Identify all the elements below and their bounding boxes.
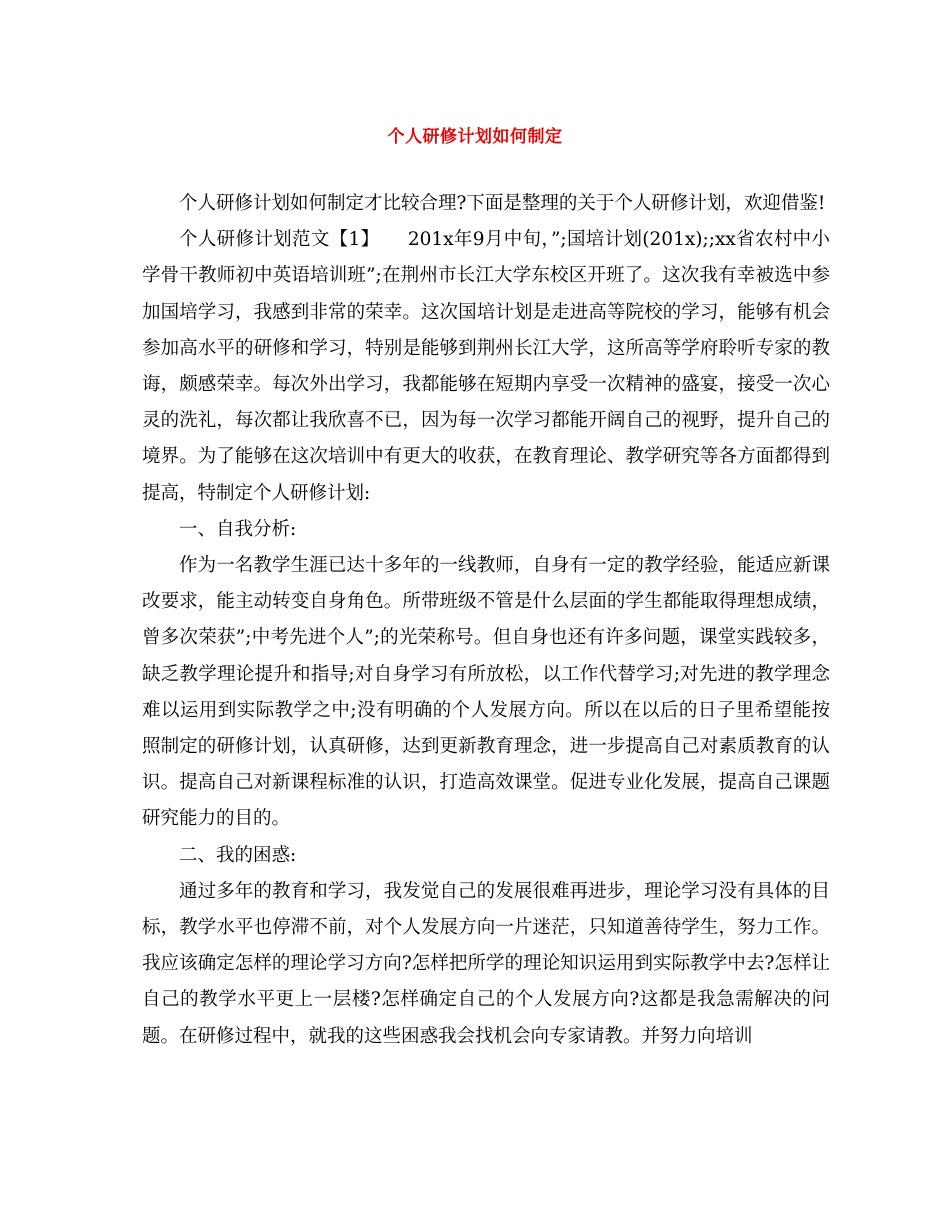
- self-analysis-paragraph: 作为一名教学生涯已达十多年的一线教师，自身有一定的教学经验，能适应新课改要求，能主动转变自身角色。所带班级不管是什么层面的学生都能取得理想成绩，曾多次荣获”;中考先进个人”;的光荣称号。但自身也还有许多问题，课堂实践较多，缺乏教学理论提升和指导;对自身学习有所放松，以工作代替学习;对先进的教学理念难以运用到实际教学之中;没有明确的个人发展方向。所以在以后的日子里希望能按照制定的研修计划，认真研修，达到更新教育理念，进一步提高自己对素质教育的认识。提高自己对新课程标准的认识，打造高效课堂。促进专业化发展，提高自己课题研究能力的目的。: [142, 555, 830, 830]
- intro-paragraph: 个人研修计划如何制定才比较合理?下面是整理的关于个人研修计划，欢迎借鉴!: [179, 193, 826, 214]
- page-title: 个人研修计划如何制定: [387, 127, 563, 147]
- confusion-paragraph: 通过多年的教育和学习，我发觉自己的发展很难再进步，理论学习没有具体的目标，教学水平也停滞不前，对个人发展方向一片迷茫，只知道善待学生，努力工作。我应该确定怎样的理论学习方向?怎样把所学的理论知识运用到实际教学中去?怎样让自己的教学水平更上一层楼?怎样确定自己的个人发展方向?这都是我急需解决的问题。在研修过程中，就我的这些困惑我会找机会向专家请教。并努力向培训: [142, 880, 830, 1047]
- section-heading-self-analysis: 一、自我分析:: [179, 518, 297, 540]
- document-body: [142, 186, 830, 1055]
- section-heading-confusion: 二、我的困惑:: [179, 844, 297, 866]
- sample-paragraph: 个人研修计划范文【1】 201x年9月中旬，”;国培计划(201x);;xx省农村中小学骨干教师初中英语培训班”;在荆州市长江大学东校区开班了。这次我有幸被选中参加国培学习，我感到非常的荣幸。这次国培计划是走进高等院校的学习，能够有机会参加高水平的研修和学习，特别是能够到荆州长江大学，这所高等学府聆听专家的教诲，颇感荣幸。每次外出学习，我都能够在短期内享受一次精神的盛宴，接受一次心灵的洗礼，每次都让我欣喜不已，因为每一次学习都能开阔自己的视野，提升自己的境界。为了能够在这次培训中有更大的收获，在教育理论、教学研究等各方面都得到提高，特制定个人研修计划:: [142, 229, 830, 504]
